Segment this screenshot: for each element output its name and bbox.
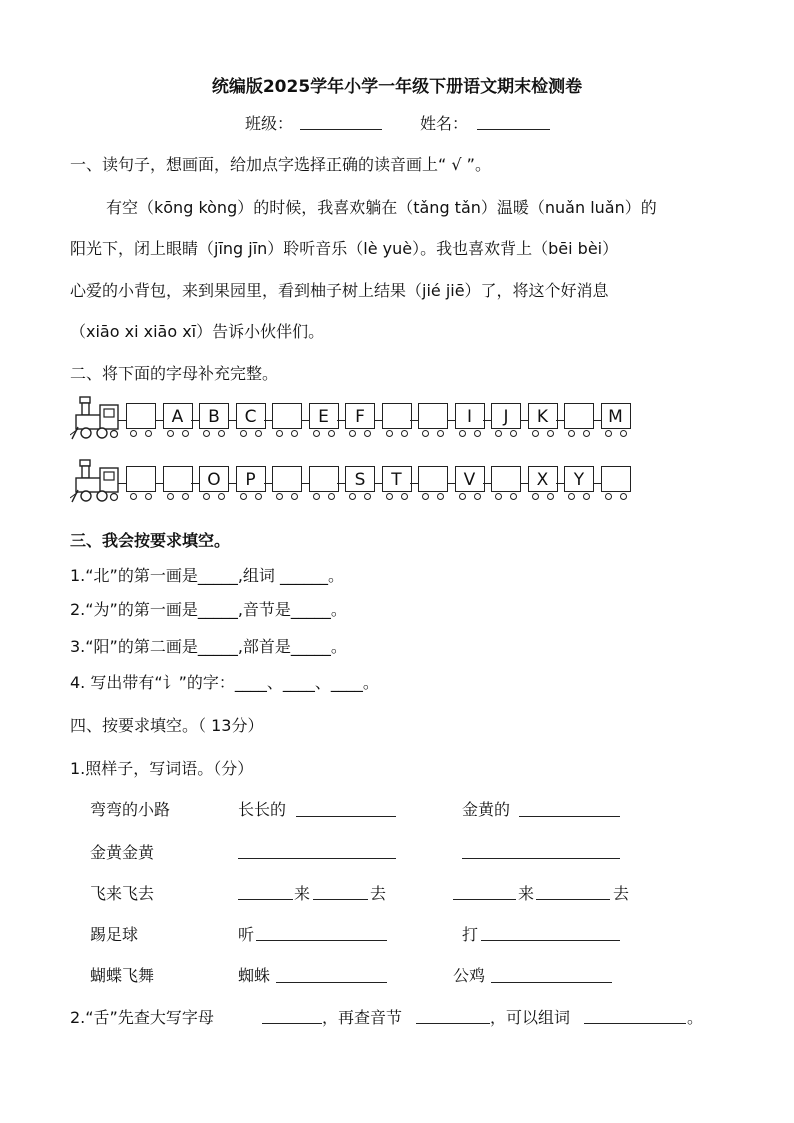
letter-car: M: [601, 403, 631, 429]
wheel-icon: [130, 430, 137, 437]
section4-sub1: 1.照样子，写词语。（分）: [70, 759, 254, 778]
train-coupler: [301, 483, 309, 484]
train-coupler: [264, 483, 272, 484]
wheel-icon: [495, 493, 502, 500]
word-end: 去: [370, 884, 387, 903]
train-coupler: [410, 483, 418, 484]
wheel-icon: [510, 430, 517, 437]
answer-blank[interactable]: [584, 1023, 686, 1024]
word-prefix: 长长的: [238, 800, 287, 819]
wheel-icon: [291, 430, 298, 437]
letter-car: V: [455, 466, 485, 492]
section1-line-1: 有空（kōng kòng）的时候，我喜欢躺在（tǎng tǎn）温暖（nuǎn luǎn）的: [106, 198, 657, 217]
train-coupler: [556, 483, 564, 484]
wheel-icon: [255, 493, 262, 500]
word-end: 去: [613, 884, 630, 903]
train-coupler: [191, 420, 199, 421]
letter-car: E: [309, 403, 339, 429]
wheel-icon: [474, 430, 481, 437]
section3-question-2: 2.“为”的第一画是_____,音节是_____。: [70, 600, 347, 619]
train-coupler: [483, 420, 491, 421]
wheel-icon: [328, 493, 335, 500]
train-coupler: [520, 483, 528, 484]
letter-car: C: [236, 403, 266, 429]
train-coupler: [556, 420, 564, 421]
example-word: 金黄金黄: [90, 843, 155, 862]
letter-car: J: [491, 403, 521, 429]
wheel-icon: [568, 430, 575, 437]
section4-sub2-part1: 2.“舌”先查大写字母: [70, 1008, 214, 1027]
class-label: 班级：: [245, 114, 294, 133]
answer-blank[interactable]: [238, 858, 396, 859]
wheel-icon: [349, 493, 356, 500]
page-title: 统编版2025学年小学一年级下册语文期末检测卷: [211, 77, 583, 97]
wheel-icon: [605, 430, 612, 437]
wheel-icon: [583, 493, 590, 500]
wheel-icon: [510, 493, 517, 500]
word-prefix: 打: [462, 925, 479, 944]
train-coupler: [118, 420, 126, 421]
letter-car: O: [199, 466, 229, 492]
wheel-icon: [401, 493, 408, 500]
word-middle: 来: [294, 884, 311, 903]
section2-heading: 二、将下面的字母补充完整。: [70, 364, 279, 383]
blank-letter-car[interactable]: [491, 466, 521, 492]
train-coupler: [264, 420, 272, 421]
word-prefix: 听: [238, 925, 255, 944]
wheel-icon: [401, 430, 408, 437]
wheel-icon: [203, 493, 210, 500]
answer-blank[interactable]: [481, 940, 620, 941]
blank-letter-car[interactable]: [564, 403, 594, 429]
answer-blank[interactable]: [453, 899, 516, 900]
example-word: 弯弯的小路: [90, 800, 171, 819]
wheel-icon: [182, 493, 189, 500]
word-middle: 来: [518, 884, 535, 903]
wheel-icon: [145, 430, 152, 437]
blank-letter-car[interactable]: [418, 466, 448, 492]
wheel-icon: [328, 430, 335, 437]
blank-letter-car[interactable]: [272, 466, 302, 492]
wheel-icon: [218, 430, 225, 437]
word-prefix: 金黄的: [462, 800, 511, 819]
answer-blank[interactable]: [276, 982, 387, 983]
wheel-icon: [474, 493, 481, 500]
answer-blank[interactable]: [536, 899, 610, 900]
wheel-icon: [364, 493, 371, 500]
letter-car: K: [528, 403, 558, 429]
section1-heading: 一、读句子，想画面，给加点字选择正确的读音画上“ √ ”。: [70, 155, 491, 174]
wheel-icon: [203, 430, 210, 437]
wheel-icon: [167, 430, 174, 437]
wheel-icon: [459, 430, 466, 437]
wheel-icon: [459, 493, 466, 500]
locomotive-icon: [70, 458, 122, 504]
wheel-icon: [437, 493, 444, 500]
section4-heading: 四、按要求填空。（ 13分）: [70, 716, 264, 735]
train-coupler: [155, 483, 163, 484]
wheel-icon: [547, 430, 554, 437]
class-blank[interactable]: [300, 129, 382, 130]
blank-letter-car[interactable]: [126, 466, 156, 492]
section1-line-3: 心爱的小背包，来到果园里，看到柚子树上结果（jié jiē）了，将这个好消息: [70, 281, 609, 300]
alphabet-train-1: [70, 395, 623, 443]
blank-letter-car[interactable]: [163, 466, 193, 492]
wheel-icon: [240, 430, 247, 437]
section1-line-4: （xiāo xi xiāo xī）告诉小伙伴们。: [70, 322, 325, 341]
wheel-icon: [291, 493, 298, 500]
wheel-icon: [167, 493, 174, 500]
answer-blank[interactable]: [462, 858, 620, 859]
answer-blank[interactable]: [491, 982, 612, 983]
alphabet-train-2: [70, 458, 590, 506]
letter-car: T: [382, 466, 412, 492]
wheel-icon: [276, 493, 283, 500]
train-coupler: [228, 483, 236, 484]
wheel-icon: [130, 493, 137, 500]
letter-car: I: [455, 403, 485, 429]
section4-sub2-part3: ，可以组词: [490, 1008, 571, 1027]
wheel-icon: [422, 493, 429, 500]
train-coupler: [228, 420, 236, 421]
wheel-icon: [240, 493, 247, 500]
answer-blank[interactable]: [262, 1023, 322, 1024]
blank-letter-car[interactable]: [309, 466, 339, 492]
train-coupler: [410, 420, 418, 421]
train-coupler: [337, 483, 345, 484]
train-coupler: [520, 420, 528, 421]
word-prefix: 蜘蛛: [238, 966, 271, 985]
wheel-icon: [182, 430, 189, 437]
name-blank[interactable]: [477, 129, 550, 130]
letter-car: A: [163, 403, 193, 429]
train-coupler: [447, 420, 455, 421]
wheel-icon: [532, 430, 539, 437]
train-coupler: [118, 483, 126, 484]
answer-blank[interactable]: [313, 899, 368, 900]
section3-heading: 三、我会按要求填空。: [70, 531, 231, 550]
letter-car: F: [345, 403, 375, 429]
wheel-icon: [145, 493, 152, 500]
wheel-icon: [364, 430, 371, 437]
letter-car: P: [236, 466, 266, 492]
train-coupler: [191, 483, 199, 484]
wheel-icon: [437, 430, 444, 437]
train-coupler: [301, 420, 309, 421]
answer-blank[interactable]: [256, 940, 387, 941]
wheel-icon: [255, 430, 262, 437]
section3-question-3: 3.“阳”的第二画是_____,部首是_____。: [70, 637, 347, 656]
train-coupler: [593, 483, 601, 484]
wheel-icon: [532, 493, 539, 500]
train-coupler: [337, 420, 345, 421]
wheel-icon: [218, 493, 225, 500]
answer-blank[interactable]: [296, 816, 396, 817]
section1-line-2: 阳光下，闭上眼睛（jīng jīn）聆听音乐（lè yuè）。我也喜欢背上（bēi bèi）: [70, 239, 619, 258]
blank-letter-car[interactable]: [418, 403, 448, 429]
wheel-icon: [313, 493, 320, 500]
wheel-icon: [620, 430, 627, 437]
answer-blank[interactable]: [416, 1023, 490, 1024]
letter-car: Y: [564, 466, 594, 492]
wheel-icon: [495, 430, 502, 437]
wheel-icon: [583, 430, 590, 437]
letter-car: X: [528, 466, 558, 492]
blank-letter-car[interactable]: [382, 403, 412, 429]
wheel-icon: [547, 493, 554, 500]
wheel-icon: [620, 493, 627, 500]
section4-sub2-part4: 。: [687, 1008, 704, 1027]
example-word: 飞来飞去: [90, 884, 155, 903]
letter-car: S: [345, 466, 375, 492]
blank-letter-car[interactable]: [601, 466, 631, 492]
word-prefix: 公鸡: [453, 966, 486, 985]
wheel-icon: [313, 430, 320, 437]
wheel-icon: [276, 430, 283, 437]
blank-letter-car[interactable]: [126, 403, 156, 429]
section4-sub2-part2: ，再查音节: [322, 1008, 403, 1027]
blank-letter-car[interactable]: [272, 403, 302, 429]
section3-question-4: 4. 写出带有“讠”的字：____、____、____。: [70, 673, 379, 692]
wheel-icon: [386, 493, 393, 500]
example-word: 蝴蝶飞舞: [90, 966, 155, 985]
wheel-icon: [568, 493, 575, 500]
wheel-icon: [605, 493, 612, 500]
answer-blank[interactable]: [238, 899, 293, 900]
locomotive-icon: [70, 395, 122, 441]
wheel-icon: [349, 430, 356, 437]
train-coupler: [155, 420, 163, 421]
train-coupler: [374, 420, 382, 421]
train-coupler: [593, 420, 601, 421]
example-word: 踢足球: [90, 925, 139, 944]
answer-blank[interactable]: [519, 816, 620, 817]
wheel-icon: [422, 430, 429, 437]
name-label: 姓名：: [420, 114, 469, 133]
wheel-icon: [386, 430, 393, 437]
section3-question-1: 1.“北”的第一画是_____,组词 ______。: [70, 566, 345, 585]
train-coupler: [447, 483, 455, 484]
train-coupler: [374, 483, 382, 484]
train-coupler: [483, 483, 491, 484]
letter-car: B: [199, 403, 229, 429]
